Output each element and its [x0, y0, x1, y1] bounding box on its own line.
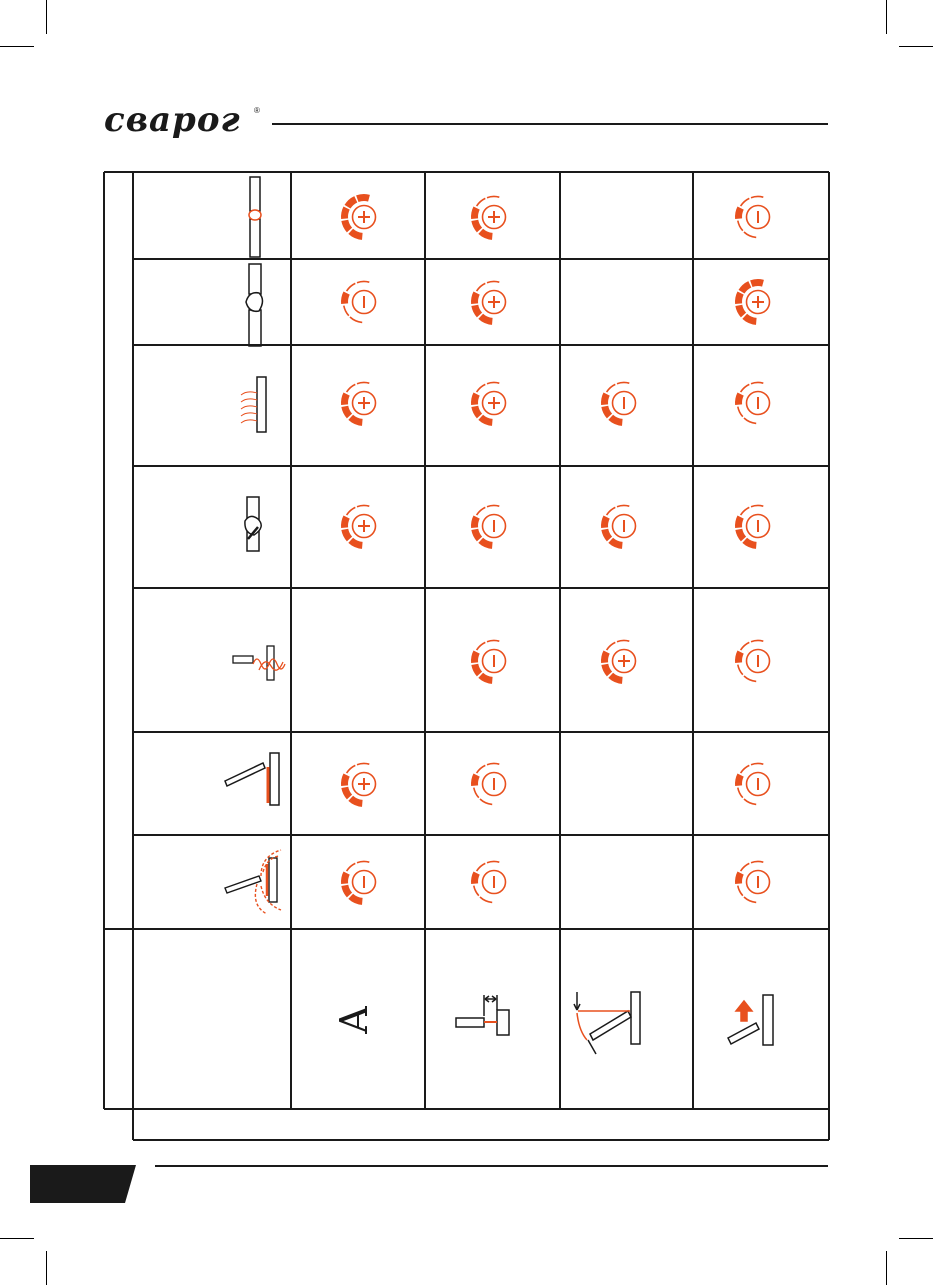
overhead-weave-icon [233, 646, 285, 680]
polarity-plus-icon [475, 281, 506, 321]
vertical-joint-icon [245, 497, 261, 551]
table-grid [104, 172, 829, 1140]
logo-text: сварог [104, 100, 241, 140]
polarity-minus-icon [345, 861, 376, 901]
butt-joint-bead-icon [246, 264, 263, 346]
polarity-minus-icon [475, 505, 506, 545]
arc-length-icon [456, 995, 509, 1035]
polarity-plus-icon [475, 196, 506, 236]
butt-joint-flat-icon [249, 177, 261, 257]
fillet-joint-icon [241, 377, 266, 432]
polarity-minus-icon [738, 861, 770, 902]
polarity-plus-icon [345, 382, 376, 422]
corner-electrode-icon [225, 753, 279, 805]
polarity-minus-icon [738, 763, 770, 804]
polarity-minus-icon [738, 196, 770, 237]
polarity-minus-icon [605, 382, 636, 422]
polarity-plus-icon [345, 198, 376, 237]
polarity-minus-icon [474, 763, 506, 804]
travel-direction-icon [728, 995, 773, 1045]
electrode-angle-icon [574, 992, 640, 1054]
polarity-plus-icon [475, 382, 506, 422]
polarity-plus-icon [345, 763, 376, 803]
electrode-arc-paths-icon [225, 850, 281, 914]
polarity-plus-icon [605, 640, 636, 680]
polarity-minus-icon [739, 505, 770, 545]
polarity-minus-icon [605, 505, 636, 545]
polarity-plus-icon [345, 505, 376, 545]
polarity-minus-icon [344, 281, 376, 322]
polarity-plus-icon [739, 283, 770, 322]
current-ampere-icon: A [332, 1006, 376, 1034]
logo-registered-mark: ® [254, 106, 260, 115]
polarity-minus-icon [738, 640, 770, 681]
polarity-minus-icon [738, 382, 770, 423]
polarity-minus-icon [475, 640, 506, 680]
polarity-minus-icon [474, 861, 506, 902]
